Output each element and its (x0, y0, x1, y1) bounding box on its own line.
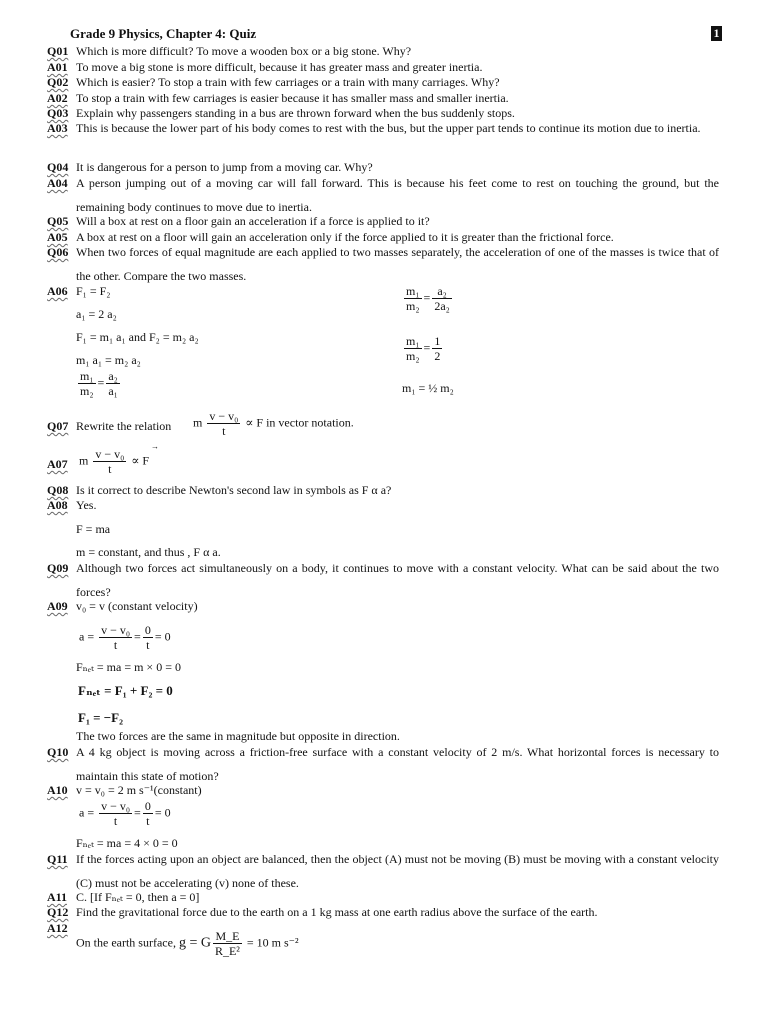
frac-den: t (222, 424, 226, 438)
frac-num: 0 (144, 799, 151, 813)
frac-den: t (113, 814, 118, 828)
page-title: Grade 9 Physics, Chapter 4: Quiz (70, 26, 257, 41)
frac-num: 0 (144, 623, 151, 637)
frac-den: m₂ (406, 349, 420, 363)
math-symbol: m (193, 415, 203, 430)
qa-text: Explain why passengers standing in a bus are thrown forward when the bus suddenly stops. (76, 106, 515, 120)
equation: F = ma (76, 522, 111, 536)
math-text: a = (79, 805, 95, 820)
frac-den: a₁ (108, 384, 118, 398)
qa-label: Q02 (47, 75, 69, 89)
qa-text: This is because the lower part of his body comes to rest with the bus, but the upper part tends to continue its motion due to inertia. (76, 121, 701, 135)
statement: The two forces are the same in magnitude but opposite in direction. (76, 729, 400, 743)
qa-text: Find the gravitational force due to the earth on a 1 kg mass at one earth radius above the surface of the earth. (76, 905, 598, 919)
equation: Fₙₑₜ = F₁ + F₂ = 0 (78, 683, 173, 698)
qa-label: Q05 (47, 214, 69, 228)
frac-num: v − v₀ (209, 409, 239, 423)
equation: F₁ = −F₂ (78, 710, 123, 725)
equation: Fₙₑₜ = ma = m × 0 = 0 (76, 660, 181, 674)
frac-den: 2a₂ (434, 299, 450, 313)
equation: $\frac{\text{m₁}}{\text{m₂}}$ = $\frac{\text{a₂}}{\text{2a₂}}$ (406, 284, 450, 313)
qa-text: C. [If Fₙₑₜ = 0, then a = 0] (76, 890, 200, 904)
qa-text: When two forces of equal magnitude are each applied to two masses separately, the acceleration of one of the masses is twice that of the other. Compare the two masses. (76, 245, 719, 283)
qa-text: A person jumping out of a moving car will fall forward. This is because his feet come to rest on touching the ground, but the remaining body continues to move due to inertia. (76, 176, 719, 214)
math-text: = 0 (154, 629, 171, 644)
qa-label: A11 (47, 890, 68, 904)
frac-den: t (113, 638, 118, 652)
equation: m = constant, and thus , F α a. (76, 545, 221, 559)
equation: m₁ a₁ = m₂ a₂ (76, 353, 141, 367)
math-text: a = (79, 629, 95, 644)
equation: F₁ = m₁ a₁ and F₂ = m₂ a₂ (76, 330, 199, 344)
equation: m₁ = ½ m₂ (402, 381, 454, 395)
frac-num: m₁ (406, 334, 420, 348)
qa-label: Q01 (47, 44, 69, 58)
qa-text: A 4 kg object is moving across a friction-free surface with a constant velocity of 2 m/s. What horizontal forces is necessary to maintain this state of motion? (76, 745, 719, 783)
qa-label: Q11 (47, 852, 68, 866)
frac-num: 1 (434, 334, 441, 348)
vector-arrow: → (151, 442, 159, 451)
qa-text: Which is easier? To stop a train with few carriages or a train with many carriages. Why? (76, 75, 500, 89)
qa-label: A04 (47, 176, 68, 190)
frac-num: M_E (213, 930, 242, 944)
qa-label: Q06 (47, 245, 69, 259)
qa-text: Yes. (76, 498, 97, 512)
equation (79, 448, 149, 475)
qa-text: Which is more difficult? To move a wooden box or a big stone. Why? (76, 44, 412, 58)
qa-label: Q08 (47, 483, 69, 497)
frac-num: a₂ (432, 285, 452, 299)
qa-text: Will a box at rest on a floor gain an acceleration if a force is applied to it? (76, 214, 430, 228)
qa-label: A07 (47, 457, 68, 471)
math-text: g = G (178, 935, 211, 951)
qa-label: A10 (47, 783, 68, 797)
qa-text: v₀ = v (constant velocity) (76, 599, 198, 613)
math-text: ∝ F (131, 453, 150, 468)
frac-den: R_E² (214, 944, 240, 958)
frac-num: a₂ (108, 369, 118, 383)
frac-den: t (146, 814, 150, 828)
equation (79, 800, 171, 827)
qa-label: A01 (47, 60, 68, 74)
math-text: = (134, 629, 141, 644)
frac-den: m₂ (406, 299, 420, 313)
qa-text: It is dangerous for a person to jump from a moving car. Why? (76, 160, 373, 174)
qa-label: Q12 (47, 905, 69, 919)
qa-label: Q03 (47, 106, 69, 120)
math-text: On the earth surface, (76, 935, 176, 950)
frac-num: m₁ (406, 284, 420, 298)
qa-text: A box at rest on a floor will gain an acceleration only if the force applied to it is greater than the frictional force. (76, 230, 614, 244)
qa-label: Q09 (47, 561, 69, 575)
frac-num: v − v₀ (101, 799, 131, 813)
qa-label: A02 (47, 91, 68, 105)
qa-label: A03 (47, 121, 68, 135)
qa-text: v = v₀ = 2 m s⁻¹(constant) (76, 783, 202, 797)
qa-label: Q04 (47, 160, 69, 174)
qa-text: Although two forces act simultaneously on a body, it continues to move with a constant velocity. What can be said about the two forces? (76, 561, 719, 599)
math-text: = 0 (154, 805, 171, 820)
math-text: = 10 m s⁻² (246, 935, 299, 950)
frac-num: m₁ (80, 369, 94, 383)
page-number: 1 (711, 26, 722, 41)
qa-text: F₁ = F₂ (76, 284, 111, 298)
math-text: ∝ F in vector notation. (245, 415, 354, 430)
math-symbol: m (79, 453, 89, 468)
frac-den: t (146, 638, 150, 652)
equation: $\frac{\text{m₁}}{\text{m₂}}$ = $\frac{\text{a₂}}{\text{a₁}}$ (80, 369, 118, 398)
qa-text: If the forces acting upon an object are balanced, then the object (A) must not be moving (B) must be moving with a constant velocity (C) must not be accelerating (v) none of these. (76, 852, 719, 890)
qa-label: A06 (47, 284, 68, 298)
frac-num: v − v₀ (95, 447, 125, 461)
frac-den: m₂ (80, 384, 94, 398)
qa-text: To move a big stone is more difficult, because it has greater mass and greater inertia. (76, 60, 483, 74)
qa-label: A05 (47, 230, 68, 244)
equation: a₁ = 2 a₂ (76, 307, 117, 321)
qa-text: To stop a train with few carriages is easier because it has smaller mass and smaller inertia. (76, 91, 509, 105)
qa-label: A09 (47, 599, 68, 613)
equation: Fₙₑₜ = ma = 4 × 0 = 0 (76, 836, 178, 850)
qa-label: Q07 (47, 419, 69, 433)
qa-label: A08 (47, 498, 68, 512)
equation (193, 410, 354, 437)
qa-text: Rewrite the relation (76, 419, 172, 433)
frac-den: t (108, 462, 112, 476)
math-text: = (134, 805, 141, 820)
equation: $\frac{\text{m₁}}{\text{m₂}}$ = $\frac{1}{2}$ (406, 334, 441, 363)
equation (79, 624, 171, 651)
equation (76, 930, 299, 957)
qa-label: Q10 (47, 745, 69, 759)
qa-label: A12 (47, 921, 68, 935)
qa-text: Is it correct to describe Newton's second law in symbols as F α a? (76, 483, 392, 497)
frac-num: v − v₀ (101, 623, 131, 637)
frac-den: 2 (434, 349, 441, 363)
